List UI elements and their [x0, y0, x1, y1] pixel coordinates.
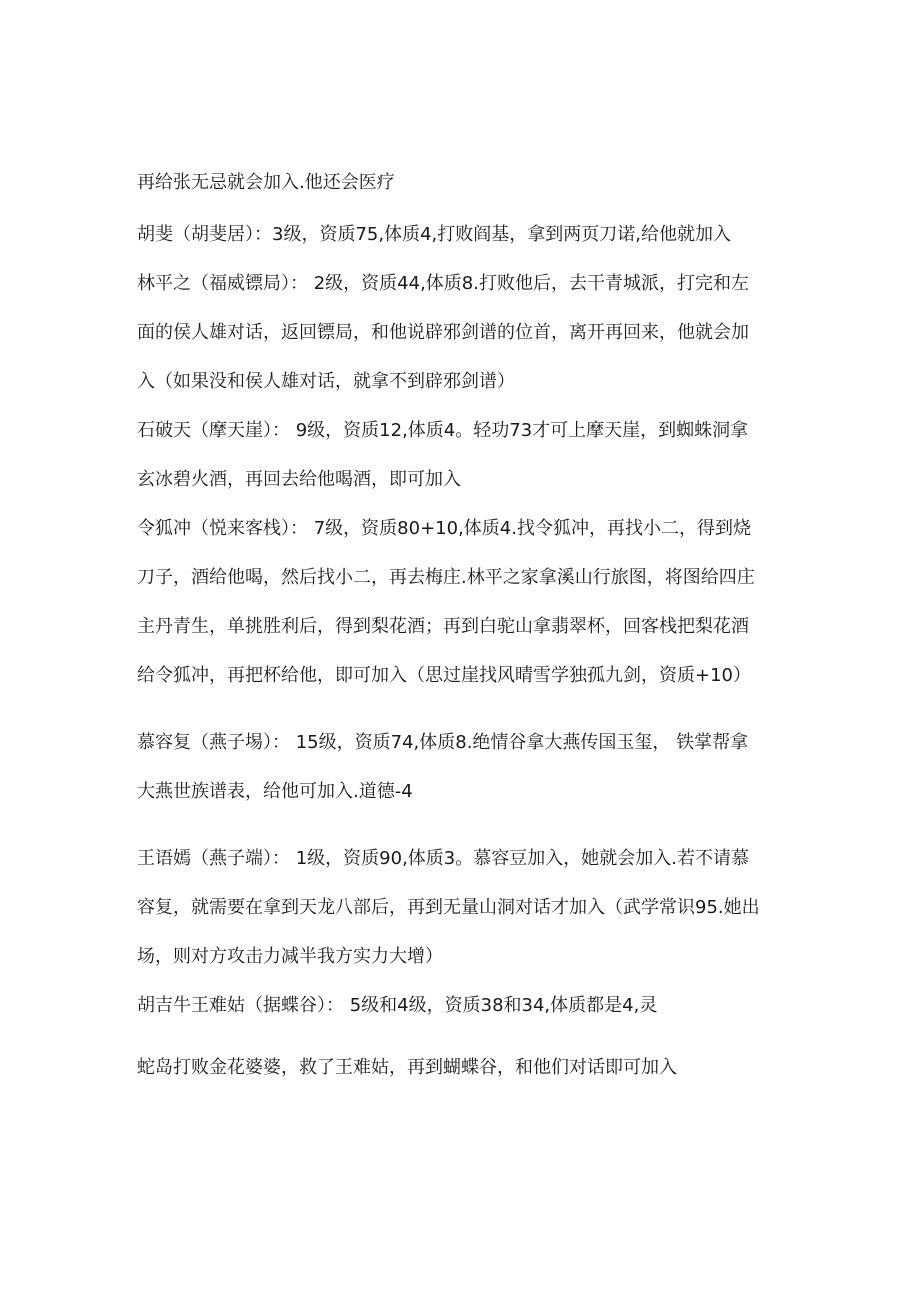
text-line-zhang-wuji: 再给张无忌就会加入.他还会医疗	[137, 172, 395, 193]
text-line-shi-potian-1: 石破天（摩天崖）： 9级，资质12,体质4。轻功73才可上摩天崖，到蜘蛛洞拿	[137, 420, 749, 441]
text-line-linghu-chong-2: 刀子，酒给他喝，然后找小二，再去梅庄.林平之家拿溪山行旅图，将图给四庄	[137, 567, 755, 588]
line-gap	[137, 1030, 787, 1043]
text-line-murong-fu-2: 大燕世族谱表，给他可加入.道德-4	[137, 781, 413, 802]
text-line-shi-potian-2: 玄冰碧火酒，再回去给他喝酒，即可加入	[137, 469, 461, 490]
paragraph-gap	[137, 816, 787, 834]
text-line-hu-qingniu-1: 胡吉牛王难姑（据蝶谷）： 5级和4级，资质38和34,体质都是4,灵	[137, 995, 658, 1016]
text-line-linghu-chong-1: 令狐冲（悦来客栈）： 7级，资质80+10,体质4.找令狐冲，再找小二，得到烧	[137, 518, 751, 539]
text-line-linghu-chong-3: 主丹青生，单挑胜利后，得到梨花酒；再到白驼山拿翡翠杯，回客栈把梨花酒	[137, 616, 749, 637]
guide-text	[137, 158, 787, 1092]
text-line-lin-pingzhi-2: 面的侯人雄对话，返回镖局，和他说辟邪剑谱的位首，离开再回来，他就会加	[137, 322, 749, 343]
text-line-hu-fei: 胡斐（胡斐居）：3级，资质75,体质4,打败阎基，拿到两页刀诺,给他就加入	[137, 224, 731, 245]
text-line-wang-yuyan-3: 场，则对方攻击力减半我方实力大增）	[137, 946, 443, 967]
text-line-lin-pingzhi-1: 林平之（福威镖局）： 2级，资质44,体质8.打败他后，去干青城派，打完和左	[137, 273, 749, 294]
text-line-hu-qingniu-2: 蛇岛打败金花婆婆，救了王难姑，再到蝴蝶谷，和他们对话即可加入	[137, 1057, 677, 1078]
text-line-wang-yuyan-2: 容复，就需要在拿到天龙八部后，再到无量山洞对话才加入（武学常识95.她出	[137, 897, 760, 918]
text-line-murong-fu-1: 慕容复（燕子埸）： 15级，资质74,体质8.绝情谷拿大燕传国玉玺， 铁掌帮拿	[137, 732, 749, 753]
text-line-linghu-chong-4: 给令狐冲，再把杯给他，即可加入（思过崖找风晴雪学独孤九剑，资质+10）	[137, 665, 751, 686]
paragraph-gap	[137, 700, 787, 718]
text-line-wang-yuyan-1: 王语嫣（燕子端）： 1级，资质90,体质3。慕容豆加入，她就会加入.若不请慕	[137, 848, 749, 869]
text-line-lin-pingzhi-3: 入（如果没和侯人雄对话，就拿不到辟邪剑谱）	[137, 371, 515, 392]
